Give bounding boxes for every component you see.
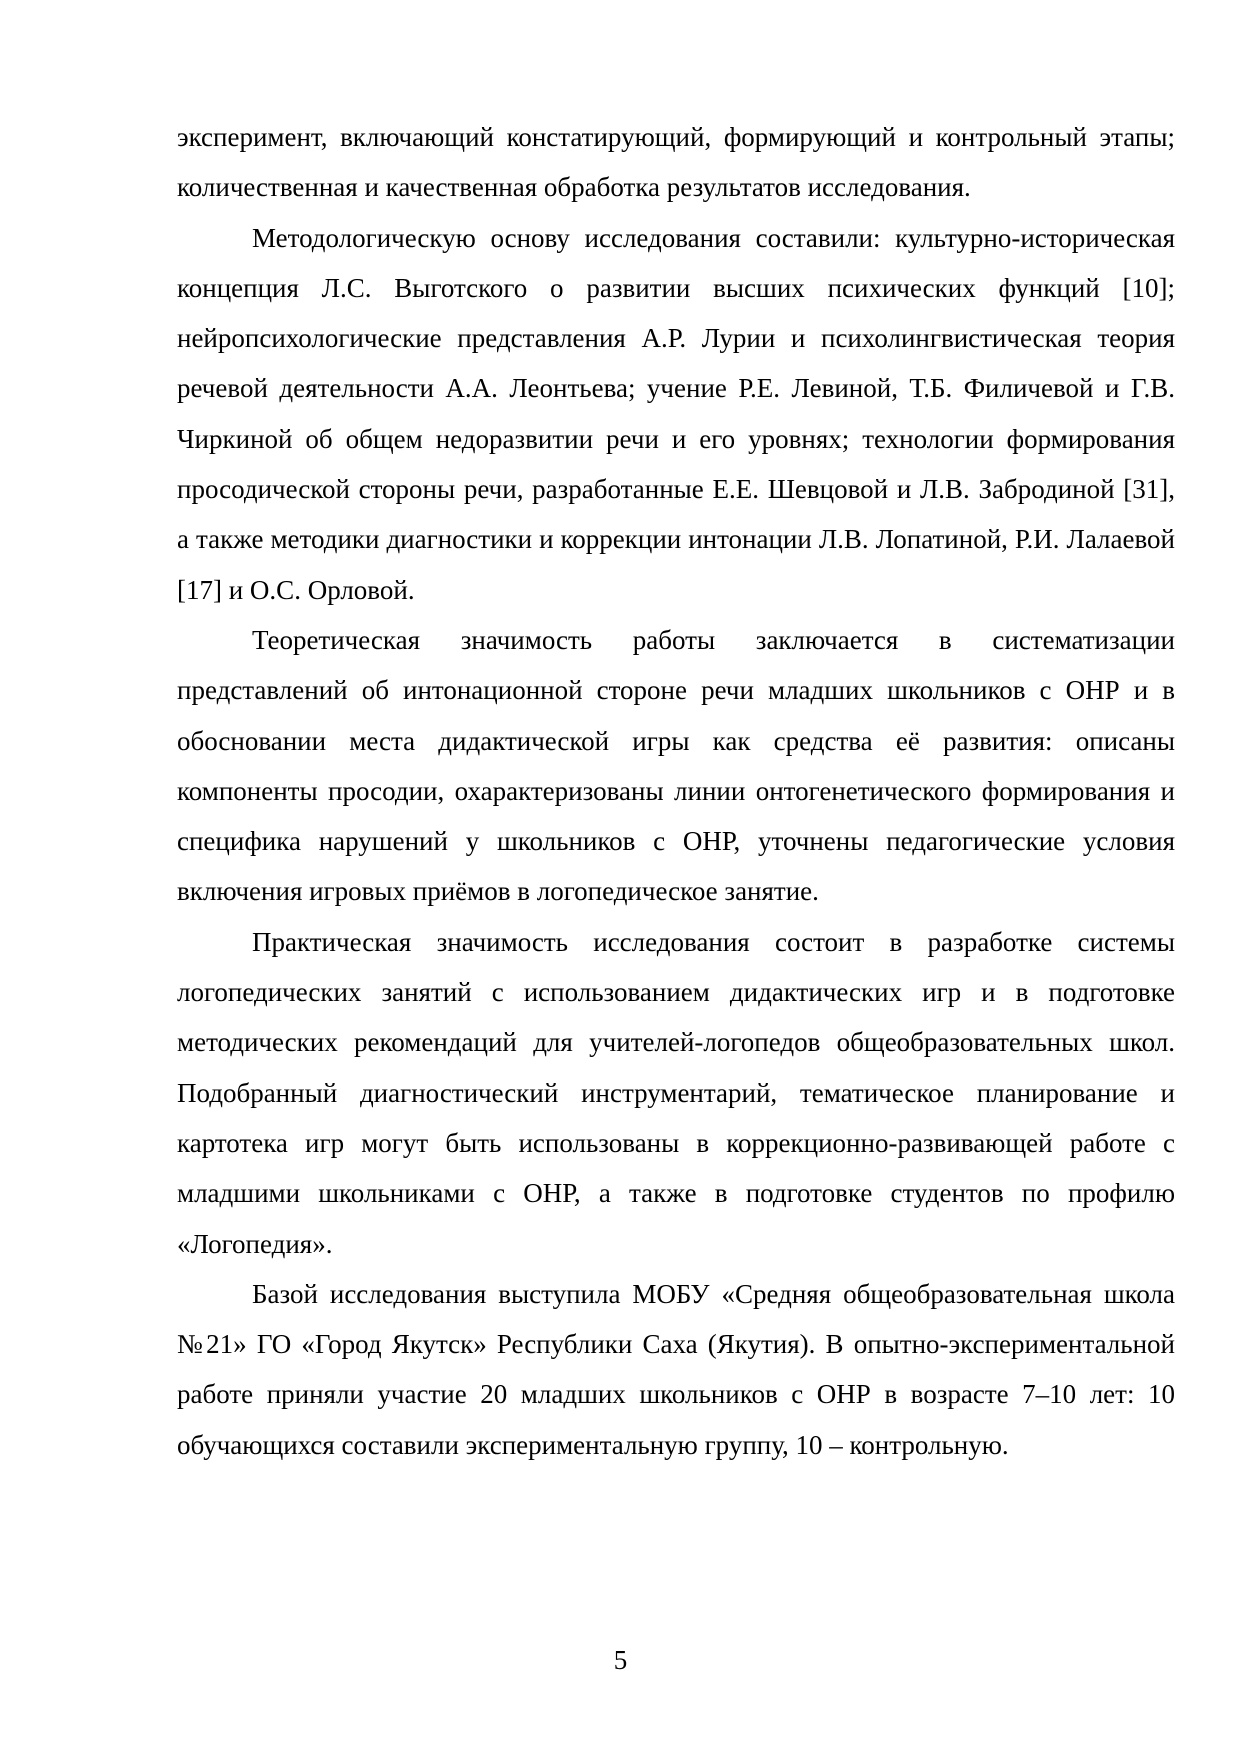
paragraph-practical-significance: Практическая значимость исследования состоит в разработке системы логопедических занятий с использованием дидактических игр и в подготовке методических рекомендаций для учителей-логопедов общеобразовательных школ. Подобранный диагностический инструментарий, тематическое планирование и картотека игр могут быть использованы в коррекционно-развивающей работе с младшими школьниками с ОНР, а также в подготовке студентов по профилю «Логопедия». [177, 926, 1175, 1259]
paragraph-theoretical-significance: Теоретическая значимость работы заключается в систематизации представлений об интонационной стороне речи младших школьников с ОНР и в обосновании места дидактической игры как средства её развития: описаны компоненты просодии, охарактеризованы линии онтогенетического формирования и специфика нарушений у школьников с ОНР, уточнены педагогические условия включения игровых приёмов в логопедическое занятие. [177, 624, 1175, 907]
paragraph-methodology: Методологическую основу исследования составили: культурно-историческая концепция Л.С. Выготского о развитии высших психических функций [10]; нейропсихологические представления А.Р. Лурии и психолингвистическая теория речевой деятельности А.А. Леонтьева; учение Р.Е. Левиной, Т.Б. Филичевой и Г.В. Чиркиной об общем недоразвитии речи и его уровнях; технологии формирования просодической стороны речи, разработанные Е.Е. Шевцовой и Л.В. Забродиной [31], а также методики диагностики и коррекции интонации Л.В. Лопатиной, Р.И. Лалаевой [17] и О.С. Орловой. [177, 222, 1175, 605]
paragraph-continuation: эксперимент, включающий констатирующий, формирующий и контрольный этапы; количественная и качественная обработка результатов исследования. [177, 122, 1175, 203]
body-text [177, 112, 1175, 1470]
paragraph-research-base: Базой исследования выступила МОБУ «Средняя общеобразовательная школа №21» ГО «Город Якутск» Республики Саха (Якутия). В опытно-экспериментальной работе приняли участие 20 младших школьников с ОНР в возрасте 7–10 лет: 10 обучающихся составили экспериментальную группу, 10 – контрольную. [177, 1278, 1175, 1460]
page-number: 5 [613, 1645, 628, 1675]
